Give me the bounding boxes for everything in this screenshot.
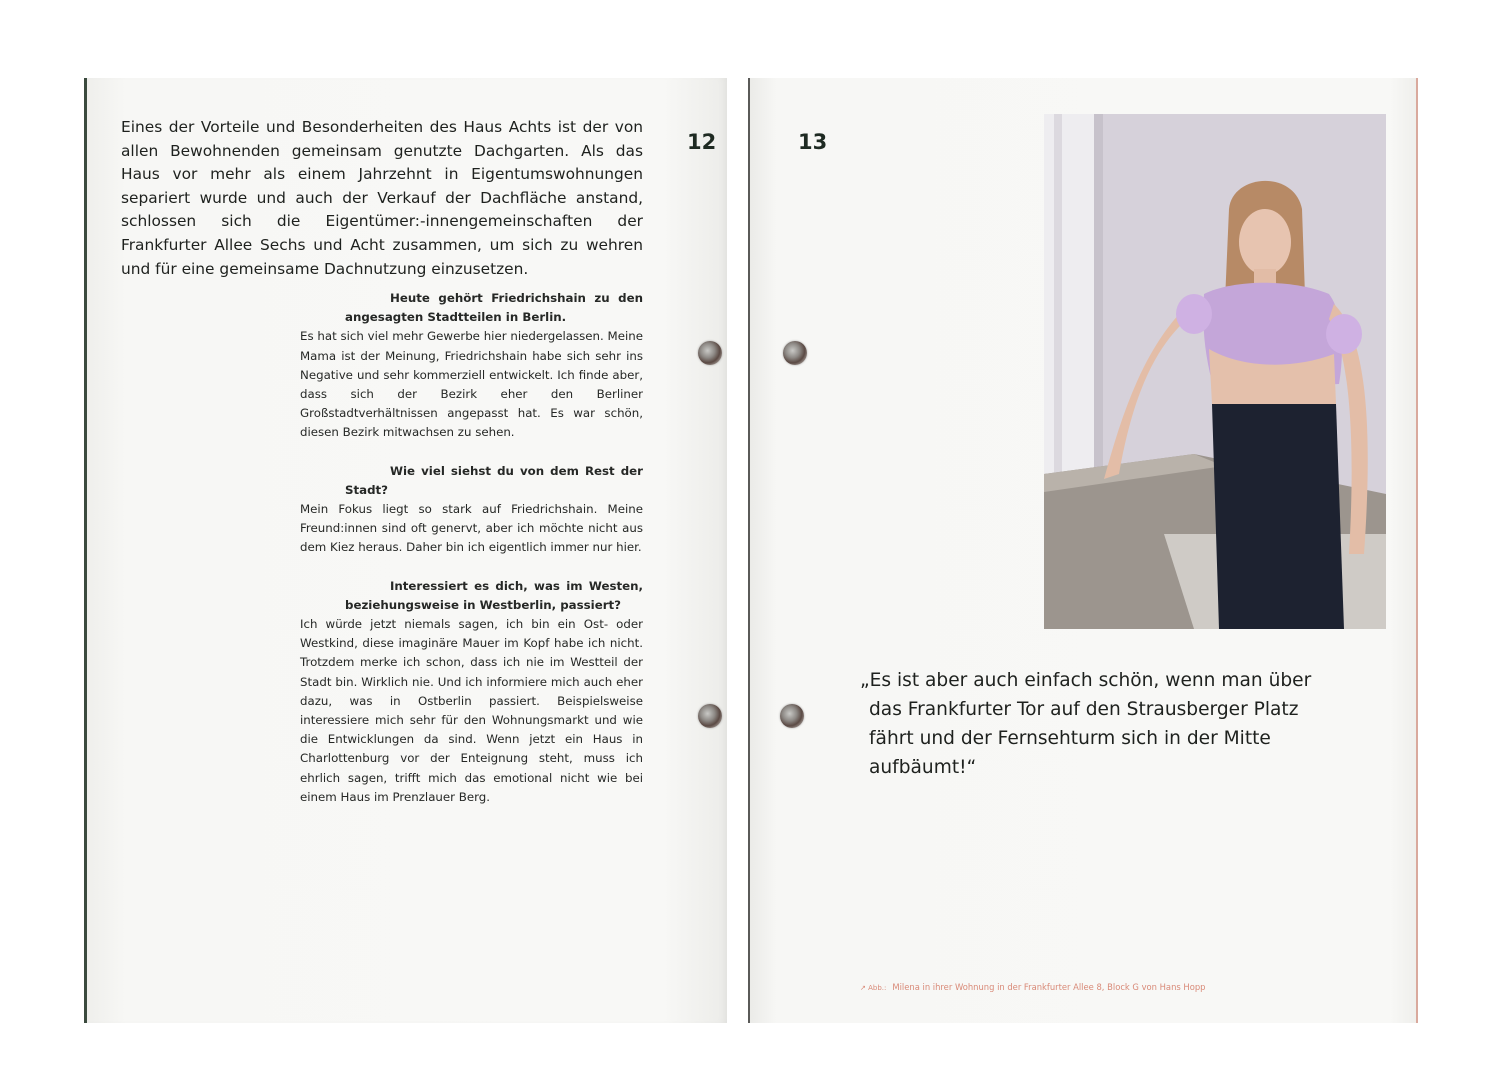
interview-item — [300, 462, 643, 558]
binding-hole — [780, 704, 804, 728]
page-number-right: 13 — [798, 130, 828, 154]
portrait-photo — [1044, 114, 1386, 629]
binding-hole — [783, 341, 807, 365]
interview-answer: Mein Fokus liegt so stark auf Friedrichshain. Meine Freund:innen sind oft genervt, aber ich möchte nicht aus dem Kiez heraus. Daher bin ich eigentlich immer nur hier. — [300, 502, 643, 555]
pull-quote: „Es ist aber auch einfach schön, wenn man über das Frankfurter Tor auf den Strausberger Platz fährt und der Fernsehturm sich in der Mitte aufbäumt!“ — [860, 670, 1312, 778]
right-page — [748, 78, 1418, 1023]
intro-paragraph: Eines der Vorteile und Besonderheiten des Haus Achts ist der von allen Bewohnenden gemeinsam genutzte Dachgarten. Als das Haus vor mehr als einem Jahrzehnt in Eigentumswohnungen separiert wurde und auch der Verkauf der Dachfläche anstand, schlossen sich die Eigentümer:-innengemeinschaften der Frankfurter Allee Sechs und Acht zusammen, um sich zu wehren und für eine gemeinsame Dachnutzung einzusetzen. — [121, 118, 643, 278]
interview-section — [300, 289, 643, 826]
binding-hole — [698, 341, 722, 365]
interview-question: Wie viel siehst du von dem Rest der Stadt? — [345, 463, 643, 497]
caption-text: Milena in ihrer Wohnung in der Frankfurter Allee 8, Block G von Hans Hopp — [892, 982, 1206, 992]
interview-item — [300, 577, 643, 807]
photo-caption — [860, 982, 1205, 992]
left-page — [84, 78, 727, 1023]
interview-question: Heute gehört Friedrichshain zu den angesagten Stadtteilen in Berlin. — [345, 291, 643, 325]
page-number-left: 12 — [687, 130, 717, 154]
caption-prefix: ↗ Abb.: — [860, 984, 887, 992]
interview-item — [300, 289, 643, 443]
interview-answer: Ich würde jetzt niemals sagen, ich bin ein Ost- oder Westkind, diese imaginäre Mauer im Kopf habe ich nicht. Trotzdem merke ich schon, dass ich nie im Westteil der Stadt bin. Wirklich nie. Und ich informiere mich auch eher dazu, was in Ostberlin passiert. Beispielsweise interessiere mich sehr für den Wohnungsmarkt und wie die Entwicklungen da sind. Wenn jetzt ein Haus in Charlottenburg vor der Enteignung steht, muss ich ehrlich sagen, trifft mich das emotional nicht wie bei einem Haus im Prenzlauer Berg. — [300, 617, 643, 804]
interview-question: Interessiert es dich, was im Westen, beziehungsweise in Westberlin, passiert? — [345, 578, 643, 612]
interview-answer: Es hat sich viel mehr Gewerbe hier niedergelassen. Meine Mama ist der Meinung, Friedrichshain habe sich sehr ins Negative und sehr kommerziell entwickelt. Ich finde aber, dass sich der Bezirk eher den Berliner Großstadtverhältnissen angepasst hat. Es war schön, diesen Bezirk mitwachsen zu sehen. — [300, 329, 643, 440]
portrait-illustration — [1044, 114, 1386, 629]
binding-hole — [698, 704, 722, 728]
